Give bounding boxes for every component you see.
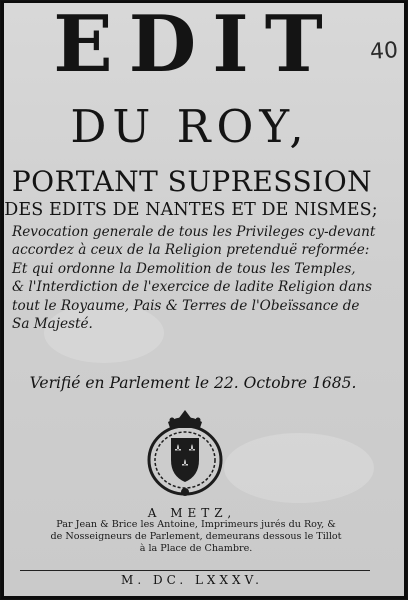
- document-subheading: DES EDITS DE NANTES ET DE NISMES;: [4, 200, 378, 220]
- document-subtitle: DU ROY,: [70, 100, 310, 153]
- imprint-place: A METZ,: [147, 506, 237, 520]
- body-line: & l'Interdiction de l'exercice de ladite Religion dans: [12, 279, 372, 296]
- margin-note: 40: [369, 38, 399, 65]
- document-title: EDIT: [53, 3, 339, 90]
- divider-rule: [20, 570, 370, 571]
- body-line: Sa Majesté.: [12, 316, 93, 333]
- body-line: tout le Royaume, Pais & Terres de l'Obeïssance de: [12, 297, 360, 314]
- document-heading: PORTANT SUPRESSION: [11, 165, 373, 198]
- imprint-line: à la Place de Chambre.: [139, 543, 253, 554]
- document-body: [12, 223, 378, 333]
- document-page: [4, 3, 404, 596]
- body-line: accordez à ceux de la Religion pretenduë reformée:: [12, 242, 370, 259]
- royal-arms-icon: [144, 408, 226, 500]
- publication-date: M. DC. LXXXV.: [121, 573, 263, 587]
- imprint-block: [12, 519, 380, 555]
- imprint-line: Par Jean & Brice les Antoine, Imprimeurs jurés du Roy, &: [56, 519, 336, 530]
- verification-line: Verifié en Parlement le 22. Octobre 1685.: [29, 374, 357, 392]
- paper-stain: [224, 433, 374, 503]
- imprint-line: de Nosseigneurs de Parlement, demeurans dessous le Tillot: [50, 531, 342, 542]
- body-line: Et qui ordonne la Demolition de tous les Temples,: [12, 260, 356, 277]
- body-line: Revocation generale de tous les Privileges cy-devant: [12, 224, 376, 240]
